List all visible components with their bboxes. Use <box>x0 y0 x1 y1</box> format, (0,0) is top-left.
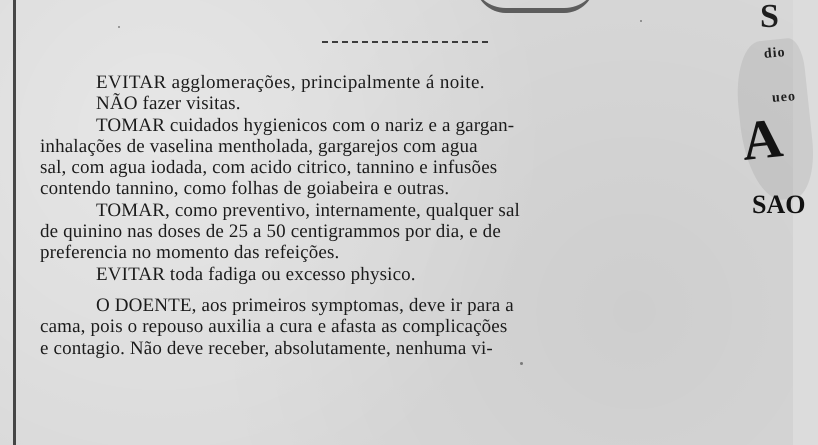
paper-speck <box>520 362 523 365</box>
article-line: sal, com agua iodada, com acido citrico, tannino e infusões <box>40 157 498 179</box>
column-rule <box>13 0 16 445</box>
article-line: e contagio. Não deve receber, absolutamente, nenhuma vi- <box>40 337 493 359</box>
article-line: TOMAR, como preventivo, internamente, qualquer sal <box>96 199 520 221</box>
article-line: inhalações de vaselina mentholada, gargarejos com agua <box>40 135 478 157</box>
article-line: contendo tannino, como folhas de goiabeira e outras. <box>40 178 450 200</box>
article-line: O DOENTE, aos primeiros symptomas, deve ir para a <box>96 294 514 316</box>
advertisement-fragment <box>728 0 806 445</box>
article-line: de quinino nas doses de 25 a 50 centigrammos por dia, e de <box>40 221 501 243</box>
paper-speck <box>118 26 120 28</box>
section-separator <box>322 41 488 43</box>
article-line: EVITAR toda fadiga ou excesso physico. <box>96 263 416 285</box>
article-line: NÃO fazer visitas. <box>96 93 241 115</box>
ad-text-fragment: ueo <box>771 89 797 106</box>
cut-off-heading-fragment <box>475 0 595 13</box>
ad-heading-fragment: S <box>760 0 779 35</box>
ad-text-fragment: dio <box>763 45 787 62</box>
ad-word-fragment: SAO <box>752 190 806 219</box>
article-line: cama, pois o repouso auxilia a cura e afasta as complicações <box>40 316 508 338</box>
article-line: TOMAR cuidados hygienicos com o nariz e a gargan- <box>96 114 515 136</box>
article-line: preferencia no momento das refeições. <box>40 242 340 264</box>
article-line: EVITAR agglomerações, principalmente á noite. <box>96 72 485 93</box>
article-body <box>40 72 775 359</box>
ad-large-letter: A <box>738 107 786 173</box>
paper-speck <box>640 20 642 22</box>
